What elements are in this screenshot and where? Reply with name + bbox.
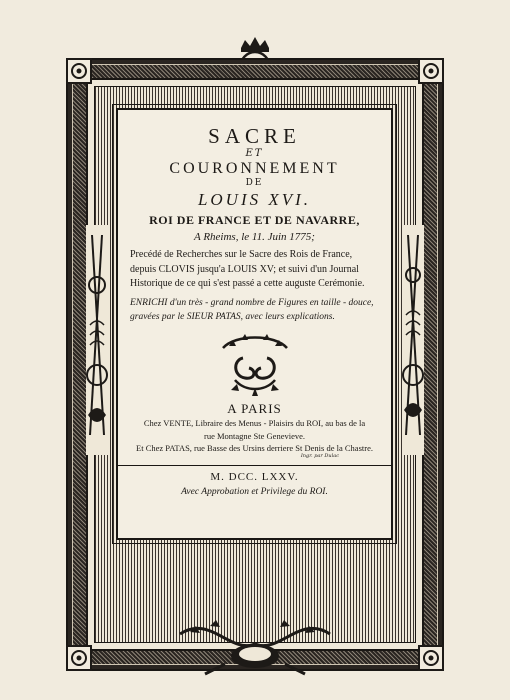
corner-ornament-icon bbox=[418, 58, 444, 84]
scepter-trophy-icon bbox=[398, 225, 428, 455]
title-louis-xvi: LOUIS XVI. bbox=[197, 190, 312, 210]
corner-ornament-icon bbox=[66, 645, 92, 671]
title-roi-de-france: ROI DE FRANCE ET DE NAVARRE, bbox=[149, 212, 360, 227]
title-de: DE bbox=[245, 178, 264, 189]
imprint-line-2: rue Montagne Ste Genevieve. bbox=[203, 430, 306, 441]
engraver-credit: Ingr. par Dulac bbox=[300, 453, 339, 460]
imprint-line-3: Et Chez PATAS, rue Basse des Ursins derriere St Denis de la Chastre. bbox=[136, 442, 373, 453]
title-couronnement: COURONNEMENT bbox=[169, 159, 340, 177]
imprint-line-1: Chez VENTE, Libraire des Menus - Plaisirs du ROI, au bas de la bbox=[143, 418, 366, 429]
title-panel bbox=[116, 108, 393, 540]
publication-year: M. DCC. LXXV. bbox=[210, 471, 299, 484]
imprint-city: A PARIS bbox=[227, 401, 282, 417]
title-et: ET bbox=[245, 148, 264, 160]
scepter-trophy-icon bbox=[82, 225, 112, 455]
place-and-date: A Rheims, le 11. Juin 1775; bbox=[194, 230, 315, 243]
monogram-vignette-icon bbox=[215, 332, 295, 400]
corner-ornament-icon bbox=[66, 58, 92, 84]
divider-rule bbox=[118, 465, 391, 466]
enrichi-paragraph: ENRICHI d'un très - grand nombre de Figures en taille - douce, gravées par le SIEUR PATAS, avec leurs explications. bbox=[130, 297, 374, 322]
title-sacre: SACRE bbox=[208, 124, 301, 148]
description-paragraph: Precédé de Recherches sur le Sacre des Rois de France, depuis CLOVIS jusqu'a LOUIS XV; et suivi d'un Journal Historique de ce qui s'est passé a cette auguste Cerémonie. bbox=[130, 249, 365, 290]
corner-ornament-icon bbox=[418, 645, 444, 671]
garland-trophy-icon bbox=[170, 604, 340, 679]
approbation-line: Avec Approbation et Privilege du ROI. bbox=[181, 486, 328, 497]
